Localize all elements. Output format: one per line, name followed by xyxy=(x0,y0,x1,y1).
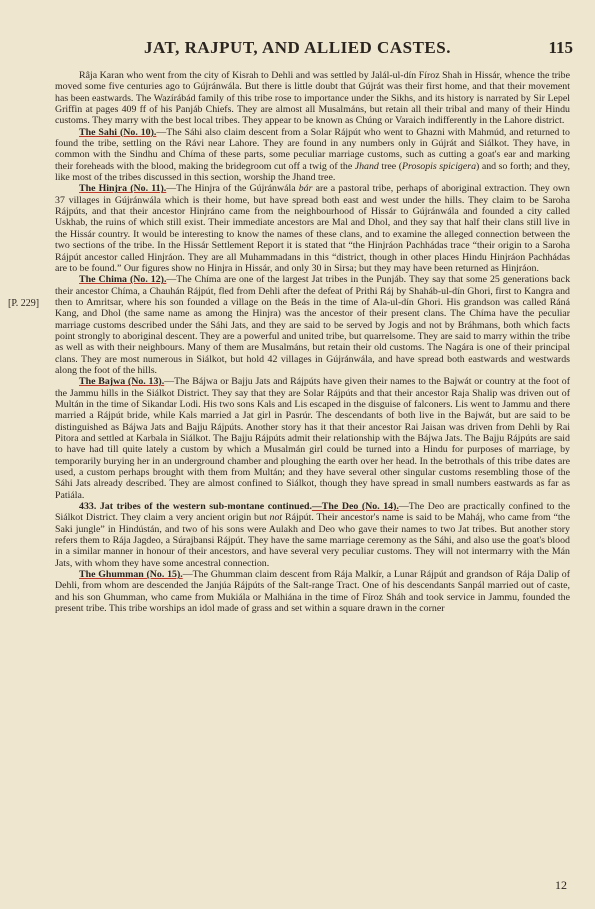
running-title: JAT, RAJPUT, AND ALLIED CASTES. xyxy=(144,38,451,57)
section-title: Jat tribes of the western sub-montane continued. xyxy=(99,501,312,513)
folio-mark: 12 xyxy=(555,878,567,892)
heading-bajwa: The Bajwa (No. 13). xyxy=(79,376,165,388)
heading-deo: —The Deo (No. 14). xyxy=(311,501,399,513)
sahi-text-b: tree ( xyxy=(378,160,403,172)
page-header xyxy=(0,38,595,64)
body-text xyxy=(55,70,570,615)
deo-text-b: Rájpút. Their ancestor's name is said to be Maháj, who came from “the Saki jungle” in Hindústán, and two of his sons were Aulakh and Deo who gave their names to two Jat tribes. But another story refers them to Rája Jagdeo, a Súrajbansi Rájpút. They have the same marriage ceremony as the Sáhi, and also use the goat's blood in a similar manner in honour of their ancestors, and have several very peculiar customs. They will not intermarry with the Mán Jats, with whom they have some ancestral connection. xyxy=(55,512,570,569)
hinjra-text-a: —The Hinjra of the Gújránwála xyxy=(166,183,299,195)
heading-hinjra: The Hinjra (No. 11). xyxy=(79,183,167,195)
chima-text: —The Chíma are one of the largest Jat tribes in the Punjáb. They say that some 25 generations back their ancestor Chíma, a Chauhán Rájpút, fled from Dehli after the defeat of Prithi Ráj by Shaháb-ul-dín Ghori, first to Kangra and then to Amritsar, where his son founded a village on the Beás in the time of Ala-ul-dín Ghori. His grandson was called Ráná Kang, and Dhol (the same name as among the Hinjra) was the ancestor of their present clans. The Chíma have the peculiar marriage customs described under the Sáhi Jats, and they are said to be served by Jogis and not by Bráhmans, both which facts point strongly to aboriginal descent. They are a powerful and united tribe, but quarrelsome. They are said to marry within the tribe as well as with their neighbours. Many of them are Musalmáns, but retain their old customs. The Nagára is one of their principal clans. They are most numerous in Siálkot, but hold 42 villages in Gújránwála, and have spread both eastwards and westwards along the foot of the hills. xyxy=(55,274,571,376)
hinjra-text-b: are a pastoral tribe, perhaps of aboriginal extraction. They own 37 villages in Gújránwála which is their home, but have spread both east and west under the hills. They claim to be Saroha Rájpúts, and that their ancestor Hinjráno came from the neighbourhood of Hissár to Gújránwála and founded a city called Uskhab, the ruins of which still exist. Their immediate ancestors are Mal and Dhol, and they say that half their clans still live in the Hissár country. It would be interesting to know the names of these clans, and to examine the alleged connection between the two sections of the tribe. In the Hissár Settlement Report it is stated that “the Hinjráon Pachhádas trace “their origin to a Saroha Rájpút ancestor called Hinjráon. They are all Muhammadans in this “district, though in other places Hindu Hinjráon Pachhádas are to be found.” Our figures show no Hinjra in Hissár, and only 30 in Sirsa; but they may have been returned as Hinjráon. xyxy=(55,183,570,274)
section-number: 433. xyxy=(79,501,97,513)
not-term: not xyxy=(269,512,283,524)
page-number: 115 xyxy=(548,38,573,57)
paragraph-bajwa xyxy=(55,376,570,501)
sahi-text-c: ) and so forth; and they, like most of the tribes discussed in this section, worship the Jhand tree. xyxy=(55,160,570,184)
deo-text-a: —The Deo are practically confined to the Siálkot District. They claim a very ancient origin but xyxy=(55,501,571,524)
jhand-term: Jhand xyxy=(354,160,379,172)
latin-name: Prosopis spicigera xyxy=(402,160,477,172)
sahi-text-a: —The Sáhi also claim descent from a Solar Rájpút who went to Ghazni with Mahmúd, and returned to found the tribe, settling on the Rávi near Lahore. They are found in any numbers only in Gújrát and Siálkot. They have, in common with the Sindhu and Chíma of these parts, some peculiar marriage customs, such as cutting a goat's ear and marking their foreheads with the blood, making the bridegroom cut off a twig of the xyxy=(55,126,570,172)
paragraph-sahi xyxy=(55,127,570,184)
heading-sahi: The Sahi (No. 10). xyxy=(79,126,157,138)
ghumman-text: —The Ghumman claim descent from Rája Malkír, a Lunar Rájpút and grandson of Rája Dalip of Dehli, from whom are descended the Janjúa Rájpúts of the Salt-range Tract. One of his descendants Sanpál married out of caste, and his son Ghumman, who came from Mukiála or Malhiána in the time of Fíroz Sháh and took service in Jammu, founded the present tribe. This tribe worships an idol made of grass and set within a square drawn in the corner xyxy=(55,569,570,615)
heading-chima: The Chima (No. 12). xyxy=(79,274,167,286)
paragraph-ghumman xyxy=(55,569,570,614)
paragraph-deo xyxy=(55,501,570,569)
bajwa-text: —The Bájwa or Bajju Jats and Rájpúts have given their names to the Bajwát or country at the foot of the Jammu hills in the Siálkot District. They say that they are Solar Rájpúts and that their ancestor Raja Shalip was driven out of Multán in the time of Sikandar Lodi. His two sons Kals and Lis escaped in the disguise of falconers. Lis went to Jammu and there married a Rájpút bride, while Kals married a Jat girl in Pasrúr. The descendants of both live in the Bajwát, but are said to be distinguished as Bájwa Jats and Bajju Rájpúts. Another story has it that their ancestor Rai Jaisan was driven from Dehli by Rai Pitora and settled at Karbala in Siálkot. The Bajju Rájpúts admit their relationship with the Bájwa Jats. The Bajju Rájpúts are said to have had till quite lately a custom by which a Musalmán girl could be turned into a Hindu for purposes of marriage, by temporarily burying her in an underground chamber and ploughing the earth over her head. In the betrothals of this tribe dates are used, a custom perhaps brought with them from Multán; and they have several other singular customs resembling those of the Sáhi Jats already described. They are almost confined to Siálkot, though they have spread in small numbers eastwards as far as Patiála. xyxy=(55,376,570,501)
margin-page-reference: [P. 229] xyxy=(8,298,40,309)
paragraph-hinjra xyxy=(55,183,570,274)
heading-ghumman: The Ghumman (No. 15). xyxy=(79,569,183,581)
paragraph-chima xyxy=(55,274,570,376)
paragraph-karan: Râja Karan who went from the city of Kisrah to Dehli and was settled by Jalál-ul-dín Fíroz Shah in Hissár, whence the tribe moved some five centuries ago to Gújránwála. But there is little doubt that Gújrát was their first home, and that their movement has been eastwards. The Wazírábád family of this tribe rose to importance under the Sikhs, and its history is narrated by Sir Lepel Griffin at pages 409 ff of his Panjáb Chiefs. They are almost all Musalmáns, but retain all their tribal and many of their Hindu customs. They marry with the best local tribes. They appear to be known as Chúng or Varaich indifferently in the Lahore district. xyxy=(55,70,570,127)
bar-term: bár xyxy=(298,183,313,195)
